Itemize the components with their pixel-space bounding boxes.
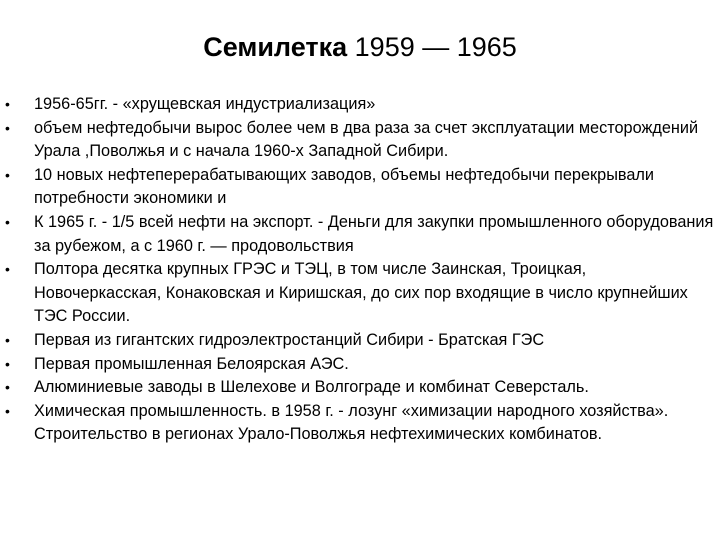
bullet-text: Первая из гигантских гидроэлектростанций Сибири - Братская ГЭС — [34, 330, 545, 349]
bullet-text: объем нефтедобычи вырос более чем в два раза за счет эксплуатации месторождений Урала ,Поволжья и с начала 1960-х Западной Сибири. — [34, 118, 699, 161]
bullet-item — [0, 164, 720, 211]
bullet-text: Химическая промышленность. в 1958 г. - лозунг «химизации народного хозяйства». Строительство в регионах Урало-Поволжья нефтехимических комбинатов. — [34, 401, 669, 444]
bullet-item — [0, 376, 720, 400]
bullet-dot-icon: • — [5, 119, 10, 136]
bullet-text: Алюминиевые заводы в Шелехове и Волгограде и комбинат Северсталь. — [34, 378, 589, 397]
bullet-item — [0, 211, 720, 258]
bullet-dot-icon: • — [5, 166, 10, 183]
bullet-item — [0, 353, 720, 377]
bullet-dot-icon: • — [5, 213, 10, 230]
bullet-list — [0, 93, 720, 447]
slide-title — [0, 30, 720, 64]
slide-title-bold: Семилетка — [203, 32, 348, 62]
bullet-text: К 1965 г. - 1/5 всей нефти на экспорт. - Деньги для закупки промышленного оборудования за рубежом, а с 1960 г. — продовольствия — [34, 212, 714, 255]
bullet-text: 1956-65гг. - «хрущевская индустриализация» — [34, 95, 376, 113]
bullet-item — [0, 400, 720, 447]
bullet-item — [0, 329, 720, 353]
bullet-dot-icon: • — [5, 261, 10, 278]
bullet-text: Первая промышленная Белоярская АЭС. — [34, 354, 349, 373]
bullet-text: 10 новых нефтеперерабатывающих заводов, объемы нефтедобычи перекрывали потребности экономики и — [34, 165, 655, 208]
bullet-dot-icon: • — [5, 331, 10, 348]
bullet-text: Полтора десятка крупных ГРЭС и ТЭЦ, в том числе Заинская, Троицкая, Новочеркасская, Конаковская и Киришская, до сих пор входящие в число крупнейших ТЭС России. — [34, 260, 688, 326]
bullet-dot-icon: • — [5, 379, 10, 396]
bullet-dot-icon: • — [5, 355, 10, 372]
bullet-dot-icon: • — [5, 402, 10, 419]
bullet-item — [0, 258, 720, 329]
slide-title-years: 1959 — 1965 — [347, 32, 517, 62]
bullet-item — [0, 117, 720, 164]
bullet-dot-icon: • — [5, 96, 10, 112]
bullet-item — [0, 93, 720, 117]
